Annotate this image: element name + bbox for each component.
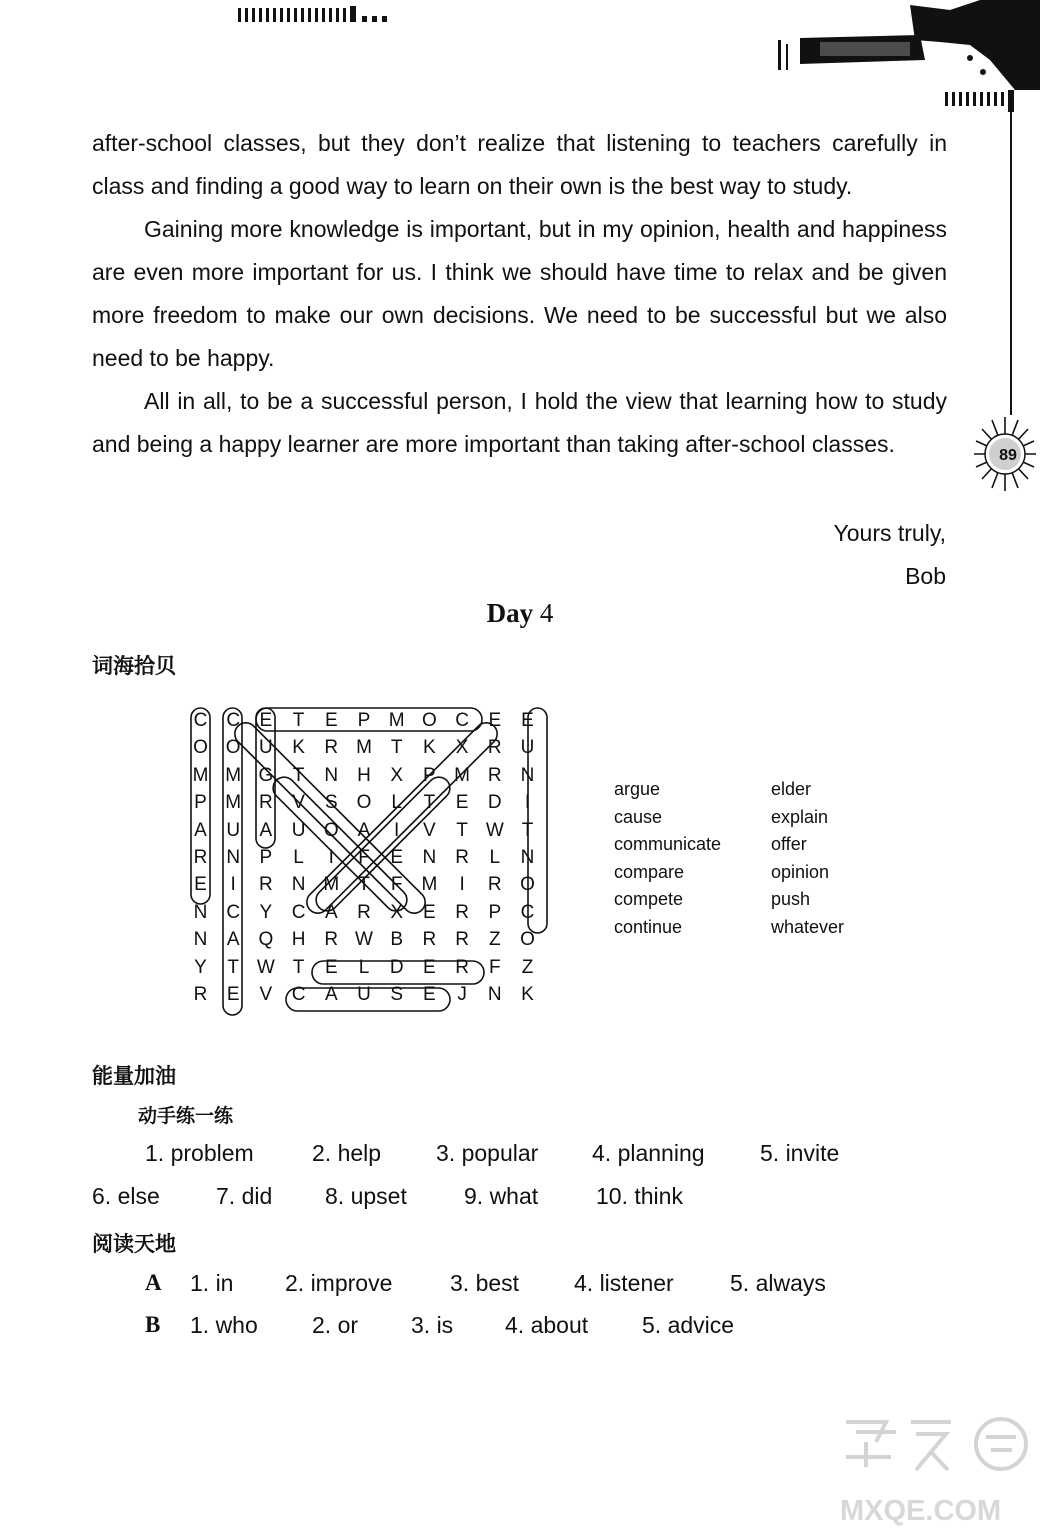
day-title: [0, 598, 1040, 629]
grid-letter: E: [324, 710, 338, 731]
grid-letter: P: [423, 764, 436, 786]
grid-letter: O: [422, 710, 437, 731]
letter-body: [92, 122, 947, 466]
letter-closing: [834, 512, 947, 598]
grid-letter: T: [390, 737, 403, 759]
grid-letter: K: [423, 737, 436, 759]
grid-letter: P: [488, 901, 502, 923]
answer-item: 4. listener: [574, 1270, 674, 1296]
part-label-a: A: [145, 1270, 162, 1295]
grid-letter: N: [193, 901, 208, 923]
grid-letter: R: [357, 901, 371, 923]
answer-item: 1. problem: [145, 1140, 254, 1166]
grid-letter: I: [328, 847, 334, 868]
grid-letter: A: [324, 984, 338, 1005]
answer-item: 6. else: [92, 1183, 160, 1209]
word-item: compare: [614, 861, 685, 882]
grid-letter: N: [520, 764, 535, 786]
grid-letter: V: [423, 819, 436, 841]
grid-letter: O: [520, 874, 535, 896]
grid-letter: X: [455, 737, 469, 759]
grid-letter: C: [226, 710, 241, 731]
grid-letter: L: [358, 956, 370, 978]
grid-letter: P: [194, 792, 207, 814]
answer-item: 3. popular: [436, 1140, 539, 1166]
paragraph-3: All in all, to be a successful person, I hold the view that learning how to study and being a happy learner are more important than taking after-school classes.: [92, 388, 947, 457]
answer-item: 2. improve: [285, 1270, 393, 1296]
signature: Bob: [905, 563, 946, 589]
grid-letter: E: [390, 847, 404, 868]
grid-letter: T: [292, 710, 305, 731]
word-item: elder: [771, 779, 812, 799]
grid-letter: N: [487, 984, 502, 1005]
word-item: argue: [614, 779, 661, 799]
grid-letter: N: [226, 847, 241, 868]
grid-letter: I: [230, 874, 236, 896]
grid-letter: T: [227, 956, 239, 978]
grid-letter: A: [226, 929, 240, 951]
answer-item: 7. did: [216, 1183, 273, 1209]
answer-item: 5. invite: [760, 1140, 840, 1166]
svg-text:MXQE.COM: MXQE.COM: [840, 1495, 1002, 1527]
grid-letter: R: [487, 737, 502, 759]
grid-letter: O: [323, 819, 339, 841]
grid-letter: E: [194, 874, 207, 896]
grid-letter: E: [521, 710, 534, 731]
grid-letter: W: [355, 929, 373, 951]
grid-letter: N: [324, 764, 339, 786]
word-search-grid: [186, 706, 554, 1022]
grid-letter: R: [193, 847, 208, 868]
word-item: continue: [614, 916, 683, 937]
grid-letter: R: [193, 984, 208, 1005]
grid-letter: U: [226, 819, 241, 841]
subsection-practice: 动手练一练: [138, 1105, 234, 1127]
grid-letter: W: [256, 956, 275, 978]
answer-item: 4. planning: [592, 1140, 705, 1166]
header-decoration-bar: [238, 2, 398, 28]
grid-letter: E: [488, 710, 502, 731]
grid-letter: X: [390, 764, 404, 786]
grid-letter: O: [356, 792, 372, 814]
answer-item: 4. about: [505, 1312, 589, 1338]
grid-letter: Z: [521, 956, 534, 978]
grid-letter: P: [357, 710, 371, 731]
grid-letter: E: [226, 984, 240, 1005]
grid-letter: G: [258, 764, 274, 786]
grid-letter: R: [487, 874, 502, 896]
reading-answers-b: [0, 1312, 1040, 1342]
grid-letter: A: [194, 819, 207, 841]
grid-letter: R: [455, 901, 469, 923]
grid-letter: O: [520, 929, 535, 951]
grid-letter: K: [521, 984, 534, 1005]
answer-item: 2. or: [312, 1312, 359, 1338]
grid-letter: R: [455, 956, 469, 978]
reading-answers-a: [0, 1270, 1040, 1300]
section-reading: 阅读天地: [92, 1232, 176, 1256]
part-label-b: B: [145, 1312, 161, 1337]
answer-item: 1. in: [190, 1270, 234, 1296]
grid-letter: M: [225, 764, 242, 786]
word-item: whatever: [771, 916, 845, 937]
grid-letter: Z: [488, 929, 501, 951]
practice-answers-row-2: [0, 1183, 1040, 1213]
paragraph-1: after-school classes, but they don’t realize that listening to teachers carefully in class and finding a good way to learn on their own is the best way to study.: [92, 130, 947, 199]
grid-letter: M: [356, 737, 372, 759]
grid-letter: B: [390, 929, 404, 951]
word-item: compete: [614, 889, 684, 910]
grid-letter: F: [358, 847, 370, 868]
grid-letter: W: [485, 819, 504, 841]
grid-letter: V: [292, 792, 305, 814]
grid-letter: M: [421, 874, 438, 896]
grid-letter: R: [455, 929, 469, 951]
day-label: Day: [486, 598, 534, 628]
grid-letter: M: [192, 764, 209, 786]
answer-item: 2. help: [312, 1140, 382, 1166]
grid-letter: R: [422, 929, 437, 951]
grid-letter: Y: [194, 956, 207, 978]
grid-letter: T: [292, 764, 305, 786]
grid-letter: E: [423, 956, 436, 978]
grid-letter: T: [292, 956, 305, 978]
word-item: offer: [771, 834, 807, 855]
grid-letter: R: [324, 737, 339, 759]
grid-letter: L: [489, 847, 501, 868]
grid-letter: O: [225, 737, 241, 759]
grid-letter: U: [520, 737, 535, 759]
grid-letter: A: [357, 819, 371, 841]
grid-letter: R: [487, 764, 502, 786]
grid-letter: R: [259, 874, 273, 896]
grid-letter: H: [357, 764, 371, 786]
grid-letter: E: [455, 792, 469, 814]
grid-letter: C: [520, 901, 535, 923]
grid-letter: N: [193, 929, 208, 951]
answer-item: 1. who: [190, 1312, 258, 1338]
margin-line: [1010, 110, 1012, 415]
watermark-logo: [836, 1412, 1036, 1530]
grid-letter: A: [324, 901, 338, 923]
practice-answers-row-1: [0, 1140, 1040, 1170]
grid-letter: J: [457, 984, 467, 1005]
grid-letter: S: [324, 792, 338, 814]
page-number: 89: [999, 447, 1017, 464]
grid-letter: P: [259, 847, 273, 868]
grid-letter: M: [225, 792, 242, 814]
grid-letter: M: [454, 764, 470, 786]
grid-letter: T: [521, 819, 534, 841]
grid-letter: H: [291, 929, 306, 951]
day-number: 4: [539, 598, 554, 628]
answer-item: 3. best: [450, 1270, 520, 1296]
grid-letter: M: [388, 710, 405, 731]
word-item: explain: [771, 806, 829, 827]
grid-letter: L: [293, 847, 304, 868]
word-item: opinion: [771, 861, 830, 882]
grid-letter: F: [390, 874, 403, 896]
grid-letter: C: [291, 984, 306, 1005]
answer-item: 3. is: [411, 1312, 454, 1338]
grid-letter: V: [259, 984, 273, 1005]
grid-letter: I: [459, 874, 465, 896]
grid-letter: U: [357, 984, 371, 1005]
grid-letter: X: [390, 901, 404, 923]
grid-letter: I: [394, 819, 400, 841]
grid-letter: E: [259, 710, 273, 731]
grid-letter: D: [389, 956, 404, 978]
corner-decoration: [740, 0, 1040, 130]
grid-letter: U: [291, 819, 306, 841]
grid-letter: O: [193, 737, 208, 759]
grid-letter: S: [390, 984, 404, 1005]
grid-letter: T: [358, 874, 370, 896]
grid-letter: N: [520, 847, 535, 868]
paragraph-2: Gaining more knowledge is important, but in my opinion, health and happiness are even more important for us. I think we should have time to relax and be given more freedom to make our own decisions. We need to be successful but we also need to be happy.: [92, 216, 947, 371]
answer-item: 5. advice: [642, 1312, 735, 1338]
grid-letter: C: [291, 901, 306, 923]
grid-letter: N: [291, 874, 306, 896]
word-item: push: [771, 889, 811, 910]
word-item: communicate: [614, 834, 722, 855]
grid-letter: K: [292, 737, 305, 759]
grid-letter: I: [524, 792, 531, 814]
grid-letter: Q: [258, 929, 274, 951]
grid-letter: C: [226, 901, 241, 923]
grid-letter: R: [259, 792, 273, 814]
grid-letter: R: [455, 847, 469, 868]
grid-letter: D: [487, 792, 502, 814]
word-item: cause: [614, 806, 663, 827]
grid-letter: N: [422, 847, 437, 868]
grid-letter: A: [259, 819, 273, 841]
word-list-column-1: [614, 776, 721, 942]
grid-letter: T: [423, 792, 436, 814]
grid-letter: T: [456, 819, 468, 841]
grid-letter: F: [488, 956, 501, 978]
grid-letter: E: [324, 956, 338, 978]
grid-letter: Y: [259, 901, 273, 923]
grid-letter: E: [423, 984, 436, 1005]
answer-item: 5. always: [730, 1270, 826, 1296]
grid-letter: C: [455, 710, 469, 731]
grid-letter: C: [193, 710, 208, 731]
word-list-column-2: [771, 776, 844, 942]
answer-item: 10. think: [596, 1183, 683, 1209]
grid-letter: R: [324, 929, 339, 951]
section-vocab: 词海拾贝: [92, 654, 176, 678]
grid-letter: L: [391, 792, 402, 814]
section-energy: 能量加油: [92, 1064, 176, 1088]
closing-phrase: Yours truly,: [833, 520, 946, 546]
answer-item: 8. upset: [325, 1183, 407, 1209]
grid-letter: U: [259, 737, 273, 759]
answer-item: 9. what: [464, 1183, 539, 1209]
grid-letter: M: [323, 874, 340, 896]
grid-letter: E: [423, 901, 436, 923]
